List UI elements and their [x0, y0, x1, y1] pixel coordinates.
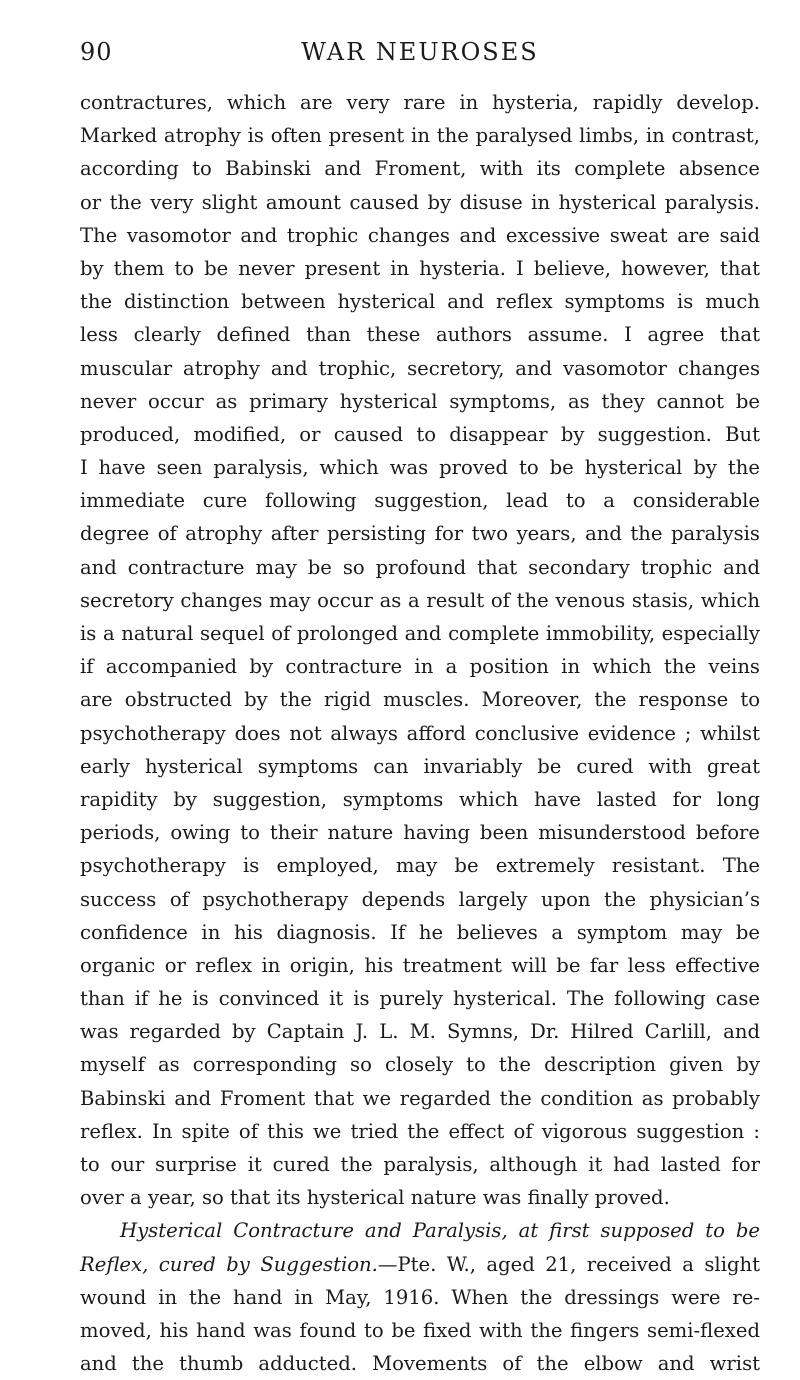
text-line: contractures, which are very rare in hysteria, rapidly develop.: [80, 91, 760, 114]
text-line: the distinction between hysterical and reflex symptoms is much: [80, 290, 760, 314]
text-line: immediate cure following suggestion, lead to a considerable: [80, 489, 760, 513]
book-page: [80, 38, 760, 1380]
text-line: confidence in his diagnosis. If he believes a symptom may be: [80, 920, 760, 944]
text-line: never occur as primary hysterical symptoms, as they cannot be: [80, 389, 760, 413]
text-line: or the very slight amount caused by disuse in hysterical paralysis.: [80, 190, 760, 214]
case-heading-italic: Hysterical Contracture and Paralysis, at first supposed to be: [120, 1219, 760, 1243]
text-line: are obstructed by the rigid muscles. Moreover, the response to: [80, 688, 760, 712]
case-heading-line: [80, 1248, 760, 1281]
case-heading-line: [80, 1214, 760, 1247]
body-text: [80, 86, 760, 1380]
text-line: organic or reflex in origin, his treatment will be far less effective: [80, 953, 760, 977]
text-line: psychotherapy is employed, may be extremely resistant. The: [80, 854, 760, 878]
text-line: Marked atrophy is often present in the paralysed limbs, in contrast,: [80, 124, 760, 148]
running-head: [80, 38, 760, 78]
text-line: periods, owing to their nature having been misunderstood before: [80, 821, 760, 845]
text-line: success of psychotherapy depends largely upon the physician’s: [80, 887, 760, 911]
text-line: to our surprise it cured the paralysis, although it had lasted for: [80, 1153, 760, 1176]
text-line: wound in the hand in May, 1916. When the dressings were re-: [80, 1285, 760, 1309]
text-line: is a natural sequel of prolonged and complete immobility, especially: [80, 622, 760, 645]
text-line: produced, modified, or caused to disappear by suggestion. But: [80, 422, 760, 446]
text-line: over a year, so that its hysterical nature was finally proved.: [80, 1186, 670, 1210]
text-line: The vasomotor and trophic changes and excessive sweat are said: [80, 223, 760, 247]
text-line: than if he is convinced it is purely hysterical. The following case: [80, 987, 760, 1011]
page-number: 90: [80, 38, 113, 66]
text-line: if accompanied by contracture in a position in which the veins: [80, 655, 760, 679]
text-line: less clearly defined than these authors assume. I agree that: [80, 323, 760, 347]
text-line: by them to be never present in hysteria. I believe, however, that: [80, 256, 760, 280]
text-line: myself as corresponding so closely to the description given by: [80, 1053, 760, 1077]
text-line: was regarded by Captain J. L. M. Symns, Dr. Hilred Carlill, and: [80, 1020, 760, 1044]
text-line: according to Babinski and Froment, with its complete absence: [80, 157, 760, 181]
text-line: rapidity by suggestion, symptoms which have lasted for long: [80, 787, 760, 811]
text-line: psychotherapy does not always afford conclusive evidence ; whilst: [80, 721, 760, 745]
text-line: moved, his hand was found to be fixed with the fingers semi-flexed: [80, 1318, 760, 1342]
text-line: muscular atrophy and trophic, secretory, and vasomotor changes: [80, 356, 760, 380]
case-heading-text: —Pte. W., aged 21, received a slight: [377, 1252, 760, 1276]
text-line: secretory changes may occur as a result of the venous stasis, which: [80, 588, 760, 612]
text-line: early hysterical symptoms can invariably be cured with great: [80, 754, 760, 778]
text-line: and the thumb adducted. Movements of the elbow and wrist: [80, 1352, 760, 1376]
text-line: degree of atrophy after persisting for two years, and the paralysis: [80, 522, 760, 546]
text-line: reflex. In spite of this we tried the effect of vigorous suggestion :: [80, 1119, 760, 1143]
text-line: Babinski and Froment that we regarded the condition as probably: [80, 1086, 760, 1110]
text-line: I have seen paralysis, which was proved to be hysterical by the: [80, 456, 760, 480]
case-heading-italic: Reflex, cured by Suggestion.: [80, 1252, 378, 1276]
running-title: WAR NEUROSES: [301, 38, 539, 66]
text-line: and contracture may be so profound that secondary trophic and: [80, 555, 760, 579]
